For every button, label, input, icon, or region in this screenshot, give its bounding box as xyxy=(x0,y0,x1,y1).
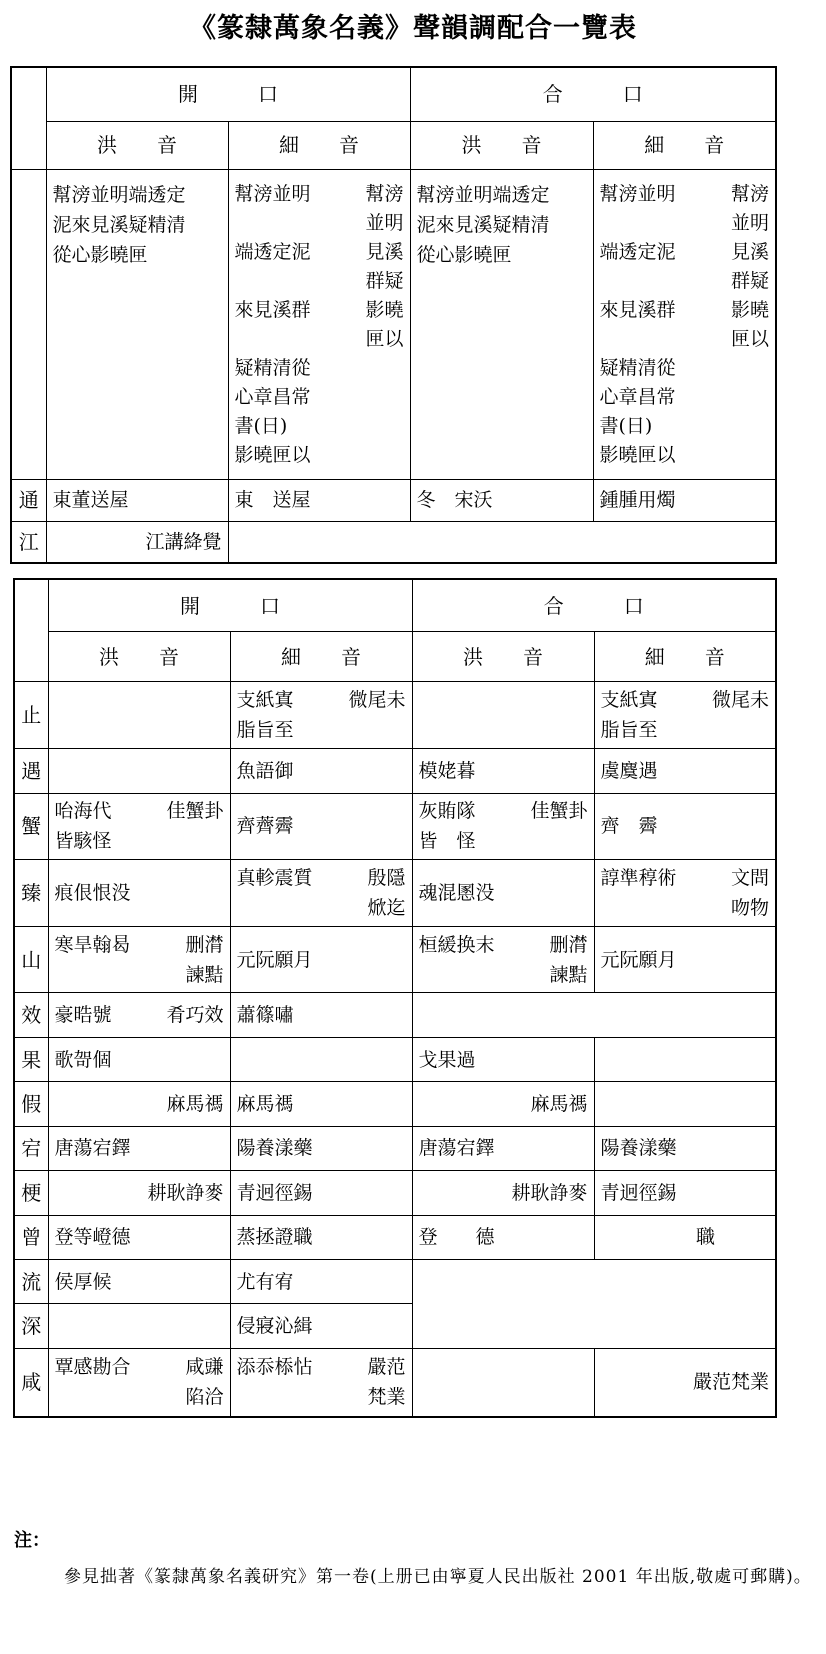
initials-kai-hong xyxy=(46,169,228,479)
cell-kai-hong xyxy=(48,993,230,1037)
initials-line: 書(日) xyxy=(234,414,288,437)
page-title: 《篆隸萬象名義》聲韻調配合一覽表 xyxy=(189,13,637,44)
row-label: 臻 xyxy=(14,860,48,927)
initials-line: 幫滂並明端透定 xyxy=(416,183,550,206)
initials-line: 影曉匣以 xyxy=(234,443,311,466)
initials-line: 群疑 xyxy=(365,269,404,292)
rhyme-group: 嚴范 xyxy=(367,1356,406,1379)
initials-line: 幫滂並明 xyxy=(599,182,676,205)
cell-kai-hong: 耕耿諍麥 xyxy=(48,1171,230,1215)
cell-kai-hong xyxy=(48,926,230,993)
corner-cell xyxy=(11,67,46,169)
cell-empty xyxy=(412,993,776,1037)
cell-he-xi: 鍾腫用燭 xyxy=(593,479,776,521)
initials-line: 疑精清從 xyxy=(234,356,311,379)
initials-line: 疑精清從 xyxy=(599,356,676,379)
header-xi: 細 音 xyxy=(230,632,412,682)
rhyme-group: 支紙寘 xyxy=(236,689,294,712)
rhyme-group: 陷洽 xyxy=(185,1386,224,1409)
cell-kai-xi xyxy=(230,682,412,749)
rhyme-group: 文問 xyxy=(730,866,769,889)
rhyme-group: 添忝㮇怗 xyxy=(236,1356,313,1379)
header-hong: 洪 音 xyxy=(412,632,594,682)
cell-kai-hong: 歌哿個 xyxy=(48,1037,230,1081)
rhyme-group: 微尾未 xyxy=(711,689,769,712)
initials-line: 書(日) xyxy=(599,414,653,437)
rhyme-group: 删潸 xyxy=(549,933,588,956)
initials-line: 匣以 xyxy=(365,327,404,350)
row-label: 山 xyxy=(14,926,48,993)
header-kaikou: 開 口 xyxy=(48,579,412,632)
table-rhymes xyxy=(13,578,777,1418)
cell-kai-xi xyxy=(230,860,412,927)
initials-line: 心章昌常 xyxy=(599,385,676,408)
cell-he-hong: 登 德 xyxy=(412,1215,594,1259)
rhyme-group: 皆駭怪 xyxy=(54,830,112,853)
initials-kai-xi xyxy=(228,169,410,479)
cell-empty xyxy=(48,682,230,749)
row-label: 流 xyxy=(14,1259,48,1303)
cell-kai-xi: 青迥徑錫 xyxy=(230,1171,412,1215)
initials-line: 泥來見溪疑精清 xyxy=(52,213,186,236)
header-hong: 洪 音 xyxy=(46,121,228,169)
header-xi: 細 音 xyxy=(593,121,776,169)
initials-line: 見溪 xyxy=(365,240,404,263)
cell-kai-xi: 陽養漾藥 xyxy=(230,1126,412,1170)
initials-line: 影曉 xyxy=(365,298,404,321)
rhyme-group: 焮迄 xyxy=(367,896,406,919)
initials-line: 心章昌常 xyxy=(234,385,311,408)
cell-empty xyxy=(594,1082,776,1126)
cell-he-xi: 職 xyxy=(594,1215,776,1259)
rhyme-group: 肴巧效 xyxy=(166,1004,224,1027)
cell-kai-hong: 登等嶝德 xyxy=(48,1215,230,1259)
corner-cell xyxy=(14,579,48,682)
cell-he-xi xyxy=(594,682,776,749)
cell-kai-xi: 侵寢沁緝 xyxy=(230,1304,412,1348)
cell-he-hong: 模姥暮 xyxy=(412,749,594,793)
cell-he-hong: 戈果過 xyxy=(412,1037,594,1081)
cell-kai-hong: 痕佷恨没 xyxy=(48,860,230,927)
cell-empty xyxy=(412,682,594,749)
rhyme-group: 脂旨至 xyxy=(600,719,658,742)
note-text: 參見拙著《篆隸萬象名義研究》第一卷(上册已由寧夏人民出版社 2001 年出版,敬處可郵購)。 xyxy=(64,1567,812,1587)
row-label: 蟹 xyxy=(14,793,48,860)
rhyme-group: 脂旨至 xyxy=(236,719,294,742)
initials-line: 影曉匣以 xyxy=(599,443,676,466)
initials-line: 端透定泥 xyxy=(234,240,311,263)
rhyme-group: 殷隱 xyxy=(367,866,406,889)
table-initials-tong-jiang xyxy=(10,66,777,564)
rhyme-group: 諫黠 xyxy=(185,963,224,986)
cell-he-xi: 齊 霽 xyxy=(594,793,776,860)
rhyme-group: 咍海代 xyxy=(54,800,112,823)
initials-line: 見溪 xyxy=(730,240,769,263)
cell-empty xyxy=(48,749,230,793)
cell-kai-xi: 齊薺霽 xyxy=(230,793,412,860)
cell-kai-xi: 麻馬禡 xyxy=(230,1082,412,1126)
cell-he-xi: 虞麌遇 xyxy=(594,749,776,793)
rhyme-group: 梵業 xyxy=(367,1386,406,1409)
row-label-empty xyxy=(11,169,46,479)
rhyme-group: 咸豏 xyxy=(185,1356,224,1379)
initials-line: 端透定泥 xyxy=(599,240,676,263)
cell-he-hong xyxy=(412,926,594,993)
cell-kai-xi: 元阮願月 xyxy=(230,926,412,993)
cell-he-hong: 冬 宋沃 xyxy=(410,479,593,521)
initials-line: 泥來見溪疑精清 xyxy=(416,213,550,236)
initials-he-hong xyxy=(410,169,593,479)
cell-empty xyxy=(228,521,776,563)
row-label: 假 xyxy=(14,1082,48,1126)
rhyme-group: 豪晧號 xyxy=(54,1004,112,1027)
rhyme-group: 佳蟹卦 xyxy=(530,800,588,823)
initials-line: 群疑 xyxy=(730,269,769,292)
row-label: 效 xyxy=(14,993,48,1037)
row-label: 通 xyxy=(11,479,46,521)
header-xi: 細 音 xyxy=(228,121,410,169)
cell-kai-xi: 蕭篠嘯 xyxy=(230,993,412,1037)
initials-line: 從心影曉匣 xyxy=(52,243,148,266)
initials-line: 從心影曉匣 xyxy=(416,243,512,266)
rhyme-group: 真軫震質 xyxy=(236,866,313,889)
cell-kai-xi xyxy=(230,1348,412,1417)
cell-empty xyxy=(412,1259,776,1348)
cell-kai-hong: 江講絳覺 xyxy=(46,521,228,563)
note-heading: 注： xyxy=(14,1530,50,1551)
initials-line: 幫滂並明 xyxy=(234,182,311,205)
cell-kai-hong: 麻馬禡 xyxy=(48,1082,230,1126)
row-label: 宕 xyxy=(14,1126,48,1170)
rhyme-group: 吻物 xyxy=(730,896,769,919)
cell-kai-hong xyxy=(48,793,230,860)
rhyme-group: 覃感勘合 xyxy=(54,1356,131,1379)
cell-kai-xi: 蒸拯證職 xyxy=(230,1215,412,1259)
row-label: 江 xyxy=(11,521,46,563)
initials-line: 來見溪群 xyxy=(234,298,311,321)
rhyme-group: 支紙寘 xyxy=(600,689,658,712)
rhyme-group: 諫黠 xyxy=(549,963,588,986)
row-label: 梗 xyxy=(14,1171,48,1215)
initials-line: 幫滂 xyxy=(365,182,404,205)
cell-kai-hong: 唐蕩宕鐸 xyxy=(48,1126,230,1170)
initials-line: 來見溪群 xyxy=(599,298,676,321)
cell-kai-hong xyxy=(48,1348,230,1417)
cell-kai-xi: 尤有宥 xyxy=(230,1259,412,1303)
cell-he-xi: 陽養漾藥 xyxy=(594,1126,776,1170)
cell-he-hong: 耕耿諍麥 xyxy=(412,1171,594,1215)
cell-empty xyxy=(48,1304,230,1348)
cell-kai-xi: 東 送屋 xyxy=(228,479,410,521)
rhyme-group: 灰賄隊 xyxy=(418,800,476,823)
cell-empty xyxy=(594,1037,776,1081)
initials-line: 影曉 xyxy=(730,298,769,321)
cell-he-hong xyxy=(412,793,594,860)
initials-he-xi xyxy=(593,169,776,479)
header-xi: 細 音 xyxy=(594,632,776,682)
initials-line: 匣以 xyxy=(730,327,769,350)
rhyme-group: 删潸 xyxy=(185,933,224,956)
initials-line: 並明 xyxy=(365,211,404,234)
cell-he-xi: 青迥徑錫 xyxy=(594,1171,776,1215)
cell-kai-hong: 侯厚候 xyxy=(48,1259,230,1303)
header-hong: 洪 音 xyxy=(410,121,593,169)
cell-he-xi: 嚴范梵業 xyxy=(594,1348,776,1417)
rhyme-group: 桓緩换末 xyxy=(418,933,495,956)
row-label: 深 xyxy=(14,1304,48,1348)
row-label: 曾 xyxy=(14,1215,48,1259)
cell-he-hong: 唐蕩宕鐸 xyxy=(412,1126,594,1170)
header-kaikou: 開 口 xyxy=(46,67,410,121)
initials-line: 並明 xyxy=(730,211,769,234)
rhyme-group: 皆 怪 xyxy=(418,830,476,853)
row-label: 果 xyxy=(14,1037,48,1081)
initials-line: 幫滂 xyxy=(730,182,769,205)
row-label: 遇 xyxy=(14,749,48,793)
cell-empty xyxy=(412,1348,594,1417)
rhyme-group: 寒旱翰曷 xyxy=(54,933,131,956)
cell-empty xyxy=(230,1037,412,1081)
cell-kai-xi: 魚語御 xyxy=(230,749,412,793)
row-label: 止 xyxy=(14,682,48,749)
cell-he-hong: 麻馬禡 xyxy=(412,1082,594,1126)
rhyme-group: 諄準稕術 xyxy=(600,866,677,889)
header-hong: 洪 音 xyxy=(48,632,230,682)
cell-he-xi xyxy=(594,860,776,927)
header-hekou: 合 口 xyxy=(412,579,776,632)
cell-kai-hong: 東董送屋 xyxy=(46,479,228,521)
rhyme-group: 微尾未 xyxy=(348,689,406,712)
cell-he-hong: 魂混慁没 xyxy=(412,860,594,927)
cell-he-xi: 元阮願月 xyxy=(594,926,776,993)
initials-line: 幫滂並明端透定 xyxy=(52,183,186,206)
header-hekou: 合 口 xyxy=(410,67,776,121)
row-label: 咸 xyxy=(14,1348,48,1417)
rhyme-group: 佳蟹卦 xyxy=(166,800,224,823)
